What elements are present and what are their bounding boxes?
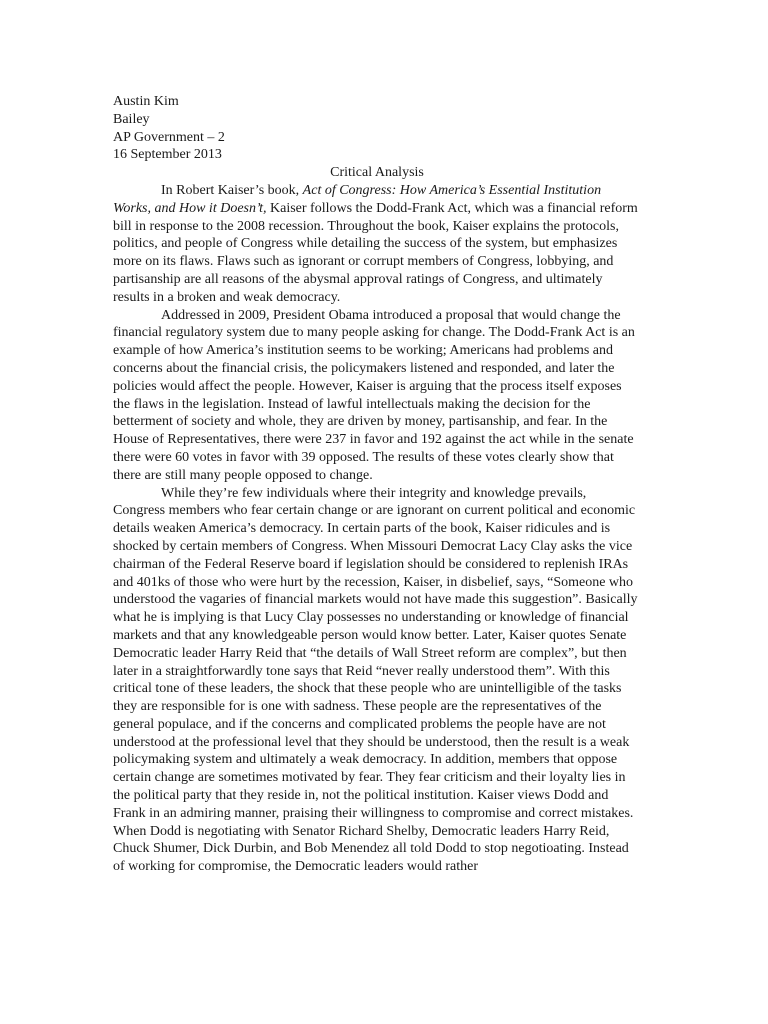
paragraph-3: While they’re few individuals where their integrity and knowledge prevails, Congress members who fear certain change or are ignorant on current political and economic details weaken America’s democracy. In certain parts of the book, Kaiser ridicules and is shocked by certain members of Congress. When Missouri Democrat Lacy Clay asks the vice chairman of the Federal Reserve board if legislation should be considered to replenish IRAs and 401ks of those who were hurt by the recession, Kaiser, in disbelief, says, “Someone who understood the vagaries of financial markets would not have made this suggestion”. Basically what he is implying is that Lucy Clay possesses no understanding or knowledge of financial markets and that any knowledgeable person would know better. Later, Kaiser quotes Senate Democratic leader Harry Reid that “the details of Wall Street reform are complex”, but then later in a straightforwardly tone says that Reid “never really understood them”. With this critical tone of these leaders, the shock that these people who are unintelligible of the tasks they are responsible for is one with sadness. These people are the representatives of the general populace, and if the concerns and complicated problems the people have are not understood at the professional level that they should be understood, then the result is a weak policymaking system and ultimately a weak democracy. In addition, members that oppose certain change are sometimes motivated by fear. They fear criticism and their loyalty lies in the political party that they reside in, not the political institution. Kaiser views Dodd and Frank in an admiring manner, praising their willingness to compromise and correct mistakes. When Dodd is negotiating with Senator Richard Shelby, Democratic leaders Harry Reid, Chuck Shumer, Dick Durbin, and Bob Menendez all told Dodd to stop negotioating. Instead of working for compromise, the Democratic leaders would rather bbox=[113, 485, 638, 875]
paragraph-2: Addressed in 2009, President Obama introduced a proposal that would change the financial regulatory system due to many people asking for change. The Dodd-Frank Act is an example of how America’s institution seems to be working; Americans had problems and concerns about the financial crisis, the policymakers listened and responded, and later the policies would affect the people. However, Kaiser is arguing that the process itself exposes the flaws in the legislation. Instead of lawful intellectuals making the decision for the betterment of society and whole, they are driven by money, partisanship, and fear. In the House of Representatives, there were 237 in favor and 192 against the act while in the senate there were 60 votes in favor with 39 opposed. The results of these votes clearly show that there are still many people opposed to change. bbox=[113, 307, 635, 483]
teacher-name: Bailey bbox=[113, 111, 150, 127]
paragraph-1-body: Kaiser follows the Dodd-Frank Act, which was a financial reform bill in response to the 2008 recession. Throughout the book, Kaiser explains the protocols, politics, and people of Congress while detailing the success of the system, but emphasizes more on its flaws. Flaws such as ignorant or corrupt members of Congress, lobbying, and partisanship are all reasons of the abysmal approval ratings of Congress, and ultimately results in a broken and weak democracy. bbox=[113, 200, 638, 305]
author-name: Austin Kim bbox=[113, 94, 179, 109]
document-title: Critical Analysis bbox=[330, 165, 424, 181]
paragraph-1 bbox=[113, 182, 641, 307]
document-date: 16 September 2013 bbox=[113, 147, 222, 163]
course-name: AP Government – 2 bbox=[113, 129, 225, 145]
book-title: Act of Congress: How America’s Essential Institution Works, and How it Doesn’t, bbox=[113, 182, 602, 216]
paragraph-1-intro: In Robert Kaiser’s book, bbox=[161, 182, 303, 198]
document-page bbox=[113, 93, 641, 876]
